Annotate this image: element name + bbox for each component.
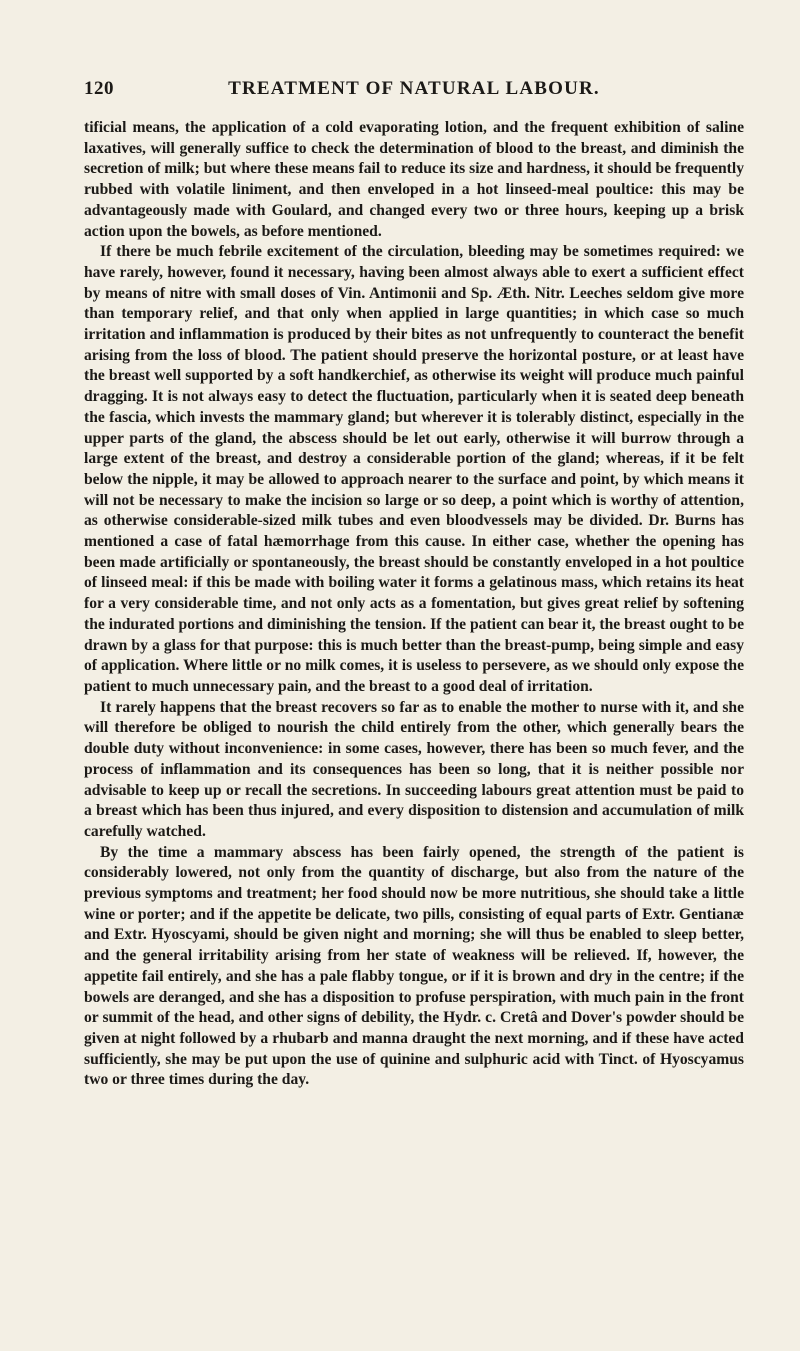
book-page [84,78,744,1091]
paragraph-continued: tificial means, the application of a cold evaporating lotion, and the frequent exhibition of saline laxatives, will generally suffice to check the determination of blood to the breast, and diminish the secretion of milk; but where these means fail to reduce its size and hardness, it should be frequently rubbed with volatile liniment, and then enveloped in a hot linseed-meal poultice: this may be advantageously made with Goulard, and changed every two or three hours, keeping up a brisk action upon the bowels, as before mentioned. [84,119,744,240]
paragraph: By the time a mammary abscess has been fairly opened, the strength of the patient is considerably lowered, not only from the quantity of discharge, but also from the nature of the previous symptoms and treatment; her food should now be more nutritious, she should take a little wine or porter; and if the appetite be delicate, two pills, consisting of equal parts of Extr. Gentianæ and Extr. Hyoscyami, should be given night and morning; she will thus be enabled to sleep better, and the general irritability arising from her state of weakness will be relieved. If, however, the appetite fail entirely, and she has a pale flabby tongue, or if it is brown and dry in the centre; if the bowels are deranged, and she has a disposition to profuse perspiration, with much pain in the front or summit of the head, and other signs of debility, the Hydr. c. Cretâ and Dover's powder should be given at night followed by a rhubarb and manna draught the next morning, and if these have acted sufficiently, she may be put upon the use of quinine and sulphuric acid with Tinct. of Hyoscyamus two or three times during the day. [84,843,744,1089]
page-number: 120 [84,78,114,99]
running-title: TREATMENT OF NATURAL LABOUR. [228,78,600,99]
paragraph: If there be much febrile excitement of the circulation, bleeding may be sometimes required: we have rarely, however, found it necessary, having been almost always able to exert a sufficient effect by means of nitre with small doses of Vin. Antimonii and Sp. Æth. Nitr. Leeches seldom give more than temporary relief, and that only when applied in large quantities; in which case so much irritation and inflammation is produced by their bites as not unfrequently to counteract the benefit arising from the loss of blood. The patient should preserve the horizontal posture, or at least have the breast well supported by a soft handkerchief, as otherwise its weight will produce much painful dragging. It is not always easy to detect the fluctuation, particularly when it is seated deep beneath the fascia, which invests the mammary gland; but wherever it is tolerably distinct, especially in the upper parts of the gland, the abscess should be let out early, otherwise it will burrow through a large extent of the breast, and destroy a considerable portion of the gland; whereas, if it be felt below the nipple, it may be allowed to approach nearer to the surface and point, by which means it will not be necessary to make the incision so large or so deep, a point which is worthy of attention, as otherwise considerable-sized milk tubes and even bloodvessels may be divided. Dr. Burns has mentioned a case of fatal hæmorrhage from this cause. In either case, whether the opening has been made artificially or spontaneously, the breast should be constantly enveloped in a hot poultice of linseed meal: if this be made with boiling water it forms a gelatinous mass, which retains its heat for a very considerable time, and not only acts as a fomentation, but gives great relief by softening the indurated portions and diminishing the tension. If the patient can bear it, the breast ought to be drawn by a glass for that purpose: this is much better than the breast-pump, being simple and easy of application. Where little or no milk comes, it is useless to persevere, as we should only expose the patient to much unnecessary pain, and the breast to a good deal of irritation. [84,243,744,695]
body-text [84,118,744,1091]
paragraph: It rarely happens that the breast recovers so far as to enable the mother to nurse with it, and she will therefore be obliged to nourish the child entirely from the other, which generally bears the double duty without inconvenience: in some cases, however, there has been so much fever, and the process of inflammation and its consequences has been so long, that it is neither possible nor advisable to keep up or recall the secretions. In succeeding labours great attention must be paid to a breast which has been thus injured, and every disposition to distension and accumulation of milk carefully watched. [84,698,744,840]
running-head [84,78,744,118]
